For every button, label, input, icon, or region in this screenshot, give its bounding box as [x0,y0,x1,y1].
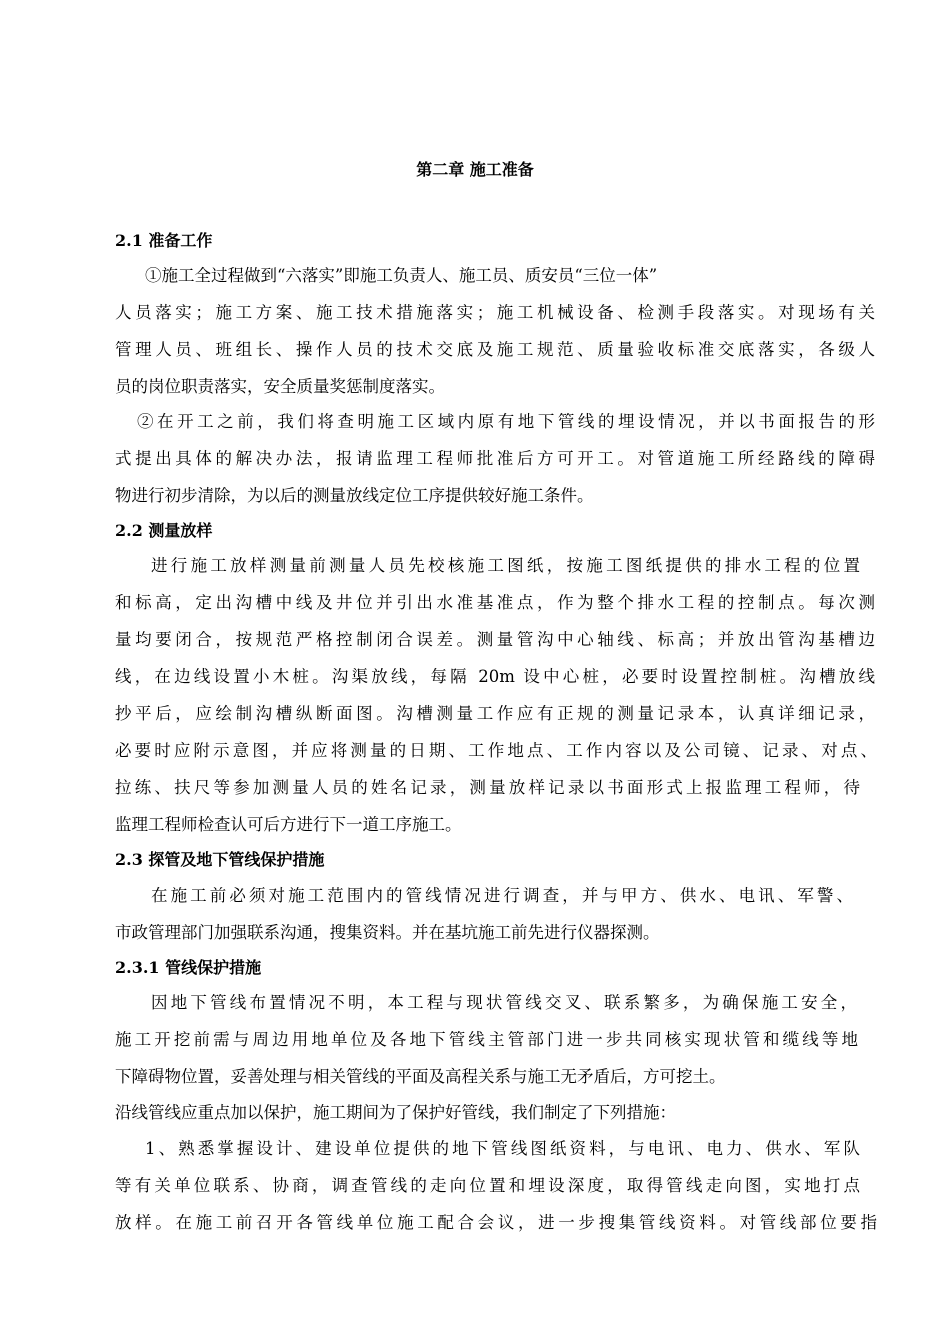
paragraph-line: 管理人员、班组长、操作人员的技术交底及施工规范、质量验收标准交底落实，各级人 [115,340,875,359]
paragraph-line: 1、熟悉掌握设计、建设单位提供的地下管线图纸资料，与电讯、电力、供水、军队 [145,1139,860,1158]
paragraph-line: 式提出具体的解决办法，报请监理工程师批准后方可开工。对管道施工所经路线的障碍 [115,449,875,468]
section-heading-2-1: 2.1 准备工作 [115,231,213,250]
paragraph-line: 进行施工放样测量前测量人员先校核施工图纸，按施工图纸提供的排水工程的位置 [151,556,860,575]
section-heading-2-3-1: 2.3.1 管线保护措施 [115,958,262,977]
paragraph-line: 人员落实；施工方案、施工技术措施落实；施工机械设备、检测手段落实。对现场有关 [115,303,875,322]
paragraph-line: ①施工全过程做到“六落实”即施工负责人、施工员、质安员“三位一体” [145,266,658,285]
paragraph-line: 线，在边线设置小木桩。沟渠放线，每隔 20m 设中心桩，必要时设置控制桩。沟槽放线 [115,667,875,686]
paragraph-line: 量均要闭合，按规范严格控制闭合误差。测量管沟中心轴线、标高；并放出管沟基槽边 [115,630,875,649]
paragraph-line: 在施工前必须对施工范围内的管线情况进行调查，并与甲方、供水、电讯、军警、 [151,886,853,905]
section-heading-2-2: 2.2 测量放样 [115,521,213,540]
section-heading-2-3: 2.3 探管及地下管线保护措施 [115,850,325,869]
paragraph-line: 物进行初步清除，为以后的测量放线定位工序提供较好施工条件。 [115,486,594,505]
paragraph-line: 等有关单位联系、协商，调查管线的走向位置和埋设深度，取得管线走向图，实地打点 [115,1176,860,1195]
paragraph-line: 监理工程师检查认可后方进行下一道工序施工。 [115,815,462,834]
paragraph-line: 必要时应附示意图，并应将测量的日期、工作地点、工作内容以及公司镜、记录、对点、 [115,741,877,760]
paragraph-line: 抄平后，应绘制沟槽纵断面图。沟槽测量工作应有正规的测量记录本，认真详细记录， [115,704,875,723]
paragraph-line: 和标高，定出沟槽中线及井位并引出水准基准点，作为整个排水工程的控制点。每次测 [115,593,875,612]
paragraph-line: 因地下管线布置情况不明，本工程与现状管线交叉、联系繁多，为确保施工安全， [151,993,857,1012]
paragraph-line: 拉练、扶尺等参加测量人员的姓名记录，测量放样记录以书面形式上报监理工程师，待 [115,778,860,797]
paragraph-line: 沿线管线应重点加以保护，施工期间为了保护好管线，我们制定了下列措施： [115,1103,676,1122]
paragraph-line: ②在开工之前，我们将查明施工区域内原有地下管线的埋设情况，并以书面报告的形 [137,412,875,431]
paragraph-line: 施工开挖前需与周边用地单位及各地下管线主管部门进一步共同核实现状管和缆线等地 [115,1030,858,1049]
paragraph-line: 放样。在施工前召开各管线单位施工配合会议，进一步搜集管线资料。对管线部位要指 [115,1213,877,1232]
paragraph-line: 市政管理部门加强联系沟通，搜集资料。并在基坑施工前先进行仪器探测。 [115,923,660,942]
paragraph-line: 员的岗位职责落实，安全质量奖惩制度落实。 [115,377,445,396]
paragraph-line: 下障碍物位置，妥善处理与相关管线的平面及高程关系与施工无矛盾后，方可挖土。 [115,1067,726,1086]
chapter-title: 第二章 施工准备 [416,160,534,179]
